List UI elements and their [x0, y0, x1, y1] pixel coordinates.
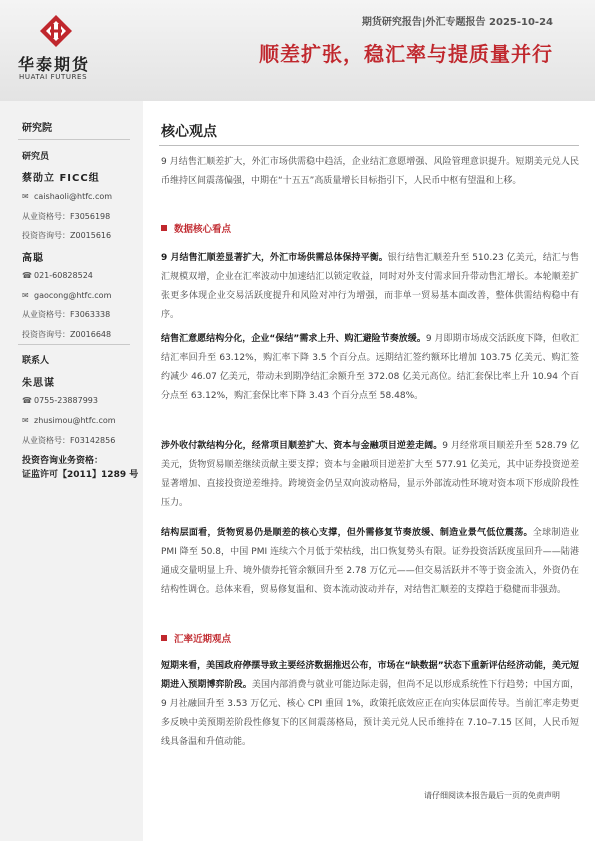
analyst-name: 蔡劭立 FICC组 [22, 173, 100, 184]
paragraph-fx-willingness: 结售汇意愿结构分化，企业“保结”需求上升、购汇避险节奏放缓。9 月即期市场成交活跃度下降，但收汇结汇率回升至 63.12%，购汇率下降 3.5 个百分点。远期结汇签约额环比增加 103.75 亿美元、购汇签约减少 46.07 亿美元，带动未到期净结汇余额升至 372.08 亿美元高位。结汇套保比率上升 10.94 个百分点至 63.12%，购汇套保比率下降 3.43 个百分点至 58.48%。 [161, 334, 579, 401]
paragraph-short-term-outlook: 短期来看，美国政府停摆导致主要经济数据推迟公布，市场在“缺数据”状态下重新评估经济动能，美元短期进入预期博弈阶段。美国内部消费与就业可能边际走弱，但尚不足以形成系统性下行趋势；中国方面，9 月社融回升至 3.53 万亿元、核心 CPI 重回 1%，政策托底效应正在向实体层面传导。当前汇率走势更多反映中美预期差阶段性修复下的区间震荡格局，预计美元兑人民币维持在 7.10–7.15 区间，人民币短线具备温和升值动能。 [161, 661, 579, 747]
license-label: 投资咨询业务资格： [22, 456, 104, 466]
mail-icon: ✉ [22, 416, 29, 425]
mail-icon: ✉ [22, 291, 29, 300]
analyst-qualification: 从业资格号：F3063338 [22, 310, 111, 319]
analyst-consult-number: 投资咨询号：Z0016648 [22, 330, 112, 339]
report-header [0, 0, 595, 101]
contact-label: 联系人 [22, 356, 50, 366]
contact-phone: ☎ 0755-23887993 [22, 396, 98, 405]
sidebar-divider [18, 139, 130, 140]
phone-icon: ☎ [22, 396, 32, 405]
institute-label: 研究院 [22, 123, 52, 134]
contact-qualification: 从业资格号：F03142856 [22, 436, 116, 445]
analyst-qualification: 从业资格号：F3056198 [22, 212, 111, 221]
paragraph-structure: 结构层面看，货物贸易仍是顺差的核心支撑，但外需修复节奏放缓、制造业景气低位震荡。全球制造业 PMI 降至 50.8，中国 PMI 连续六个月低于荣枯线，出口恢复势头有限。证券投资活跃度虽回升——陆港通成交量明显上升、境外债券托管余额回升至 2.78 万亿元——但交易活跃并不等于资金流入，外资仍在结构性调仓。总体来看，贸易修复温和、资本流动波动并存，对结售汇顺差的支撑趋于稳健而非强劲。 [161, 528, 579, 595]
contact-email[interactable]: ✉ zhusimou@htfc.com [22, 416, 116, 425]
logo-english-name: HUATAI FUTURES [19, 73, 88, 81]
mail-icon: ✉ [22, 192, 29, 201]
phone-icon: ☎ [22, 271, 32, 280]
researchers-label: 研究员 [22, 152, 50, 162]
analyst-email[interactable]: ✉ caishaoli@htfc.com [22, 192, 113, 201]
huatai-logo-icon [39, 14, 73, 48]
section-title: 核心观点 [161, 124, 217, 140]
paragraph-surplus: 9 月结售汇顺差显著扩大，外汇市场供需总体保持平衡。银行结售汇顺差升至 510.23 亿美元，结汇与售汇规模双增，企业在汇率波动中加速结汇以锁定收益，同时对外支付需求回升带动售汇增长。本轮顺差扩张更多体现企业交易活跃度提升和风险对冲行为增强，而非单一贸易基本面改善，整体供需结构稳中有序。 [161, 253, 579, 320]
disclaimer-note: 请仔细阅读本报告最后一页的免责声明 [424, 791, 560, 800]
square-bullet-icon [161, 635, 167, 641]
analyst-name: 高聪 [22, 253, 44, 264]
contact-name: 朱思谋 [22, 378, 55, 389]
title-divider [159, 145, 579, 146]
paragraph-cross-border: 涉外收付款结构分化，经常项目顺差扩大、资本与金融项目逆差走阔。9 月经常项目顺差升至 528.79 亿美元，货物贸易顺差继续贡献主要支撑；资本与金融项目逆差扩大至 577.91 亿美元，其中证券投资逆差显著增加、直接投资逆差维持。跨境资金仍呈双向波动格局，显示外部流动性环境对资本项下形成阶段性压力。 [161, 441, 579, 508]
intro-paragraph: 9 月结售汇顺差扩大，外汇市场供需稳中趋活，企业结汇意愿增强、风险管理意识提升。短期美元兑人民币维持区间震荡偏强，中期在“十五五”高质量增长目标指引下，人民币中枢有望温和上移。 [161, 157, 579, 186]
sidebar-divider [18, 344, 130, 345]
report-title: 顺差扩张，稳汇率与提质量并行 [259, 42, 553, 66]
square-bullet-icon [161, 225, 167, 231]
analyst-sidebar [0, 101, 143, 841]
subheading-fx-outlook: 汇率近期观点 [161, 631, 231, 645]
analyst-phone: ☎ 021-60828524 [22, 271, 93, 280]
license-number: 证监许可【2011】1289 号 [22, 470, 139, 480]
report-type-date: 期货研究报告|外汇专题报告 2025-10-24 [361, 17, 553, 28]
logo-chinese-name: 华泰期货 [18, 55, 91, 74]
subheading-data-highlights: 数据核心看点 [161, 221, 231, 235]
analyst-email[interactable]: ✉ gaocong@htfc.com [22, 291, 112, 300]
analyst-consult-number: 投资咨询号：Z0015616 [22, 231, 112, 240]
